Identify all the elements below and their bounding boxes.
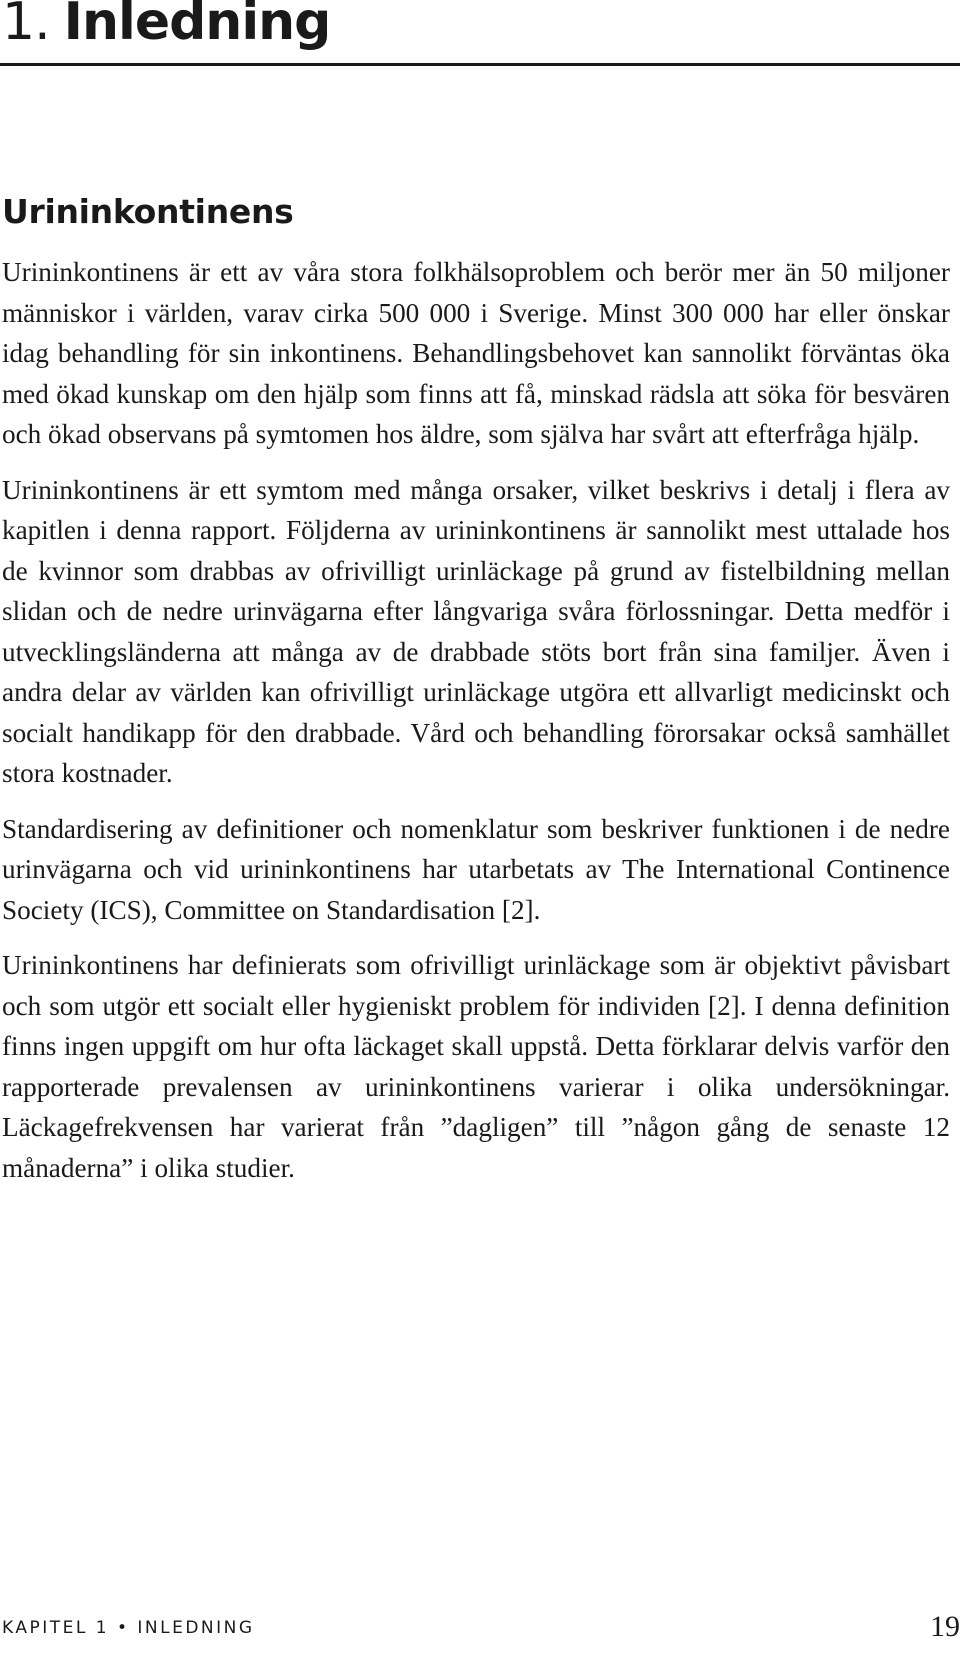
paragraph-standardisation: Standardisering av definitioner och nomenklatur som beskriver funktionen i de nedre urinvägarna och vid urininkontinens har utarbetats av The International Continence Society (ICS), Committee on Standardisation [2].	[2, 813, 950, 925]
chapter-header	[0, 0, 960, 66]
paragraph-definition: Urininkontinens har definierats som ofrivilligt urinläckage som är objektivt påvisbart och som utgör ett socialt eller hygieniskt problem för individen [2]. I denna definition finns ingen uppgift om hur ofta läckaget skall uppstå. Detta förklarar delvis varför den rapporterade prevalensen av urininkontinens varierar i olika undersökningar. Läckagefrekvensen har varierat från ”dagligen” till ”någon gång de senaste 12 månaderna” i olika studier.	[2, 950, 950, 1183]
page-footer	[2, 1612, 960, 1646]
running-footer: KAPITEL 1 • INLEDNING	[2, 1618, 255, 1638]
chapter-name: Inledning	[63, 0, 331, 52]
page-number: 19	[930, 1610, 960, 1643]
chapter-number: 1.	[2, 0, 50, 52]
paragraph-prevalence: Urininkontinens är ett av våra stora folkhälsoproblem och berör mer än 50 miljoner människor i världen, varav cirka 500 000 i Sverige. Minst 300 000 har eller önskar idag behandling för sin inkontinens. Behandlingsbehovet kan sannolikt förväntas öka med ökad kunskap om den hjälp som finns att få, minskad rädsla att söka för besvären och ökad observans på symtomen hos äldre, som själva har svårt att efterfråga hjälp.	[2, 257, 950, 449]
section-heading: Urininkontinens	[2, 192, 294, 231]
chapter-title	[2, 0, 330, 58]
paragraph-causes: Urininkontinens är ett symtom med många orsaker, vilket beskrivs i detalj i flera av kapitlen i denna rapport. Följderna av urininkontinens är sannolikt mest uttalade hos de kvinnor som drabbas av ofrivilligt urinläckage på grund av fistelbildning mellan slidan och de nedre urinvägarna efter långvariga svåra förlossningar. Detta medför i utvecklingsländerna att många av de drabbade stöts bort från sina familjer. Även i andra delar av världen kan ofrivilligt urinläckage utgöra ett allvarligt medicinskt och socialt handikapp för den drabbade. Vård och behandling förorsakar också samhället stora kostnader.	[2, 474, 950, 788]
body-text	[2, 252, 950, 1203]
